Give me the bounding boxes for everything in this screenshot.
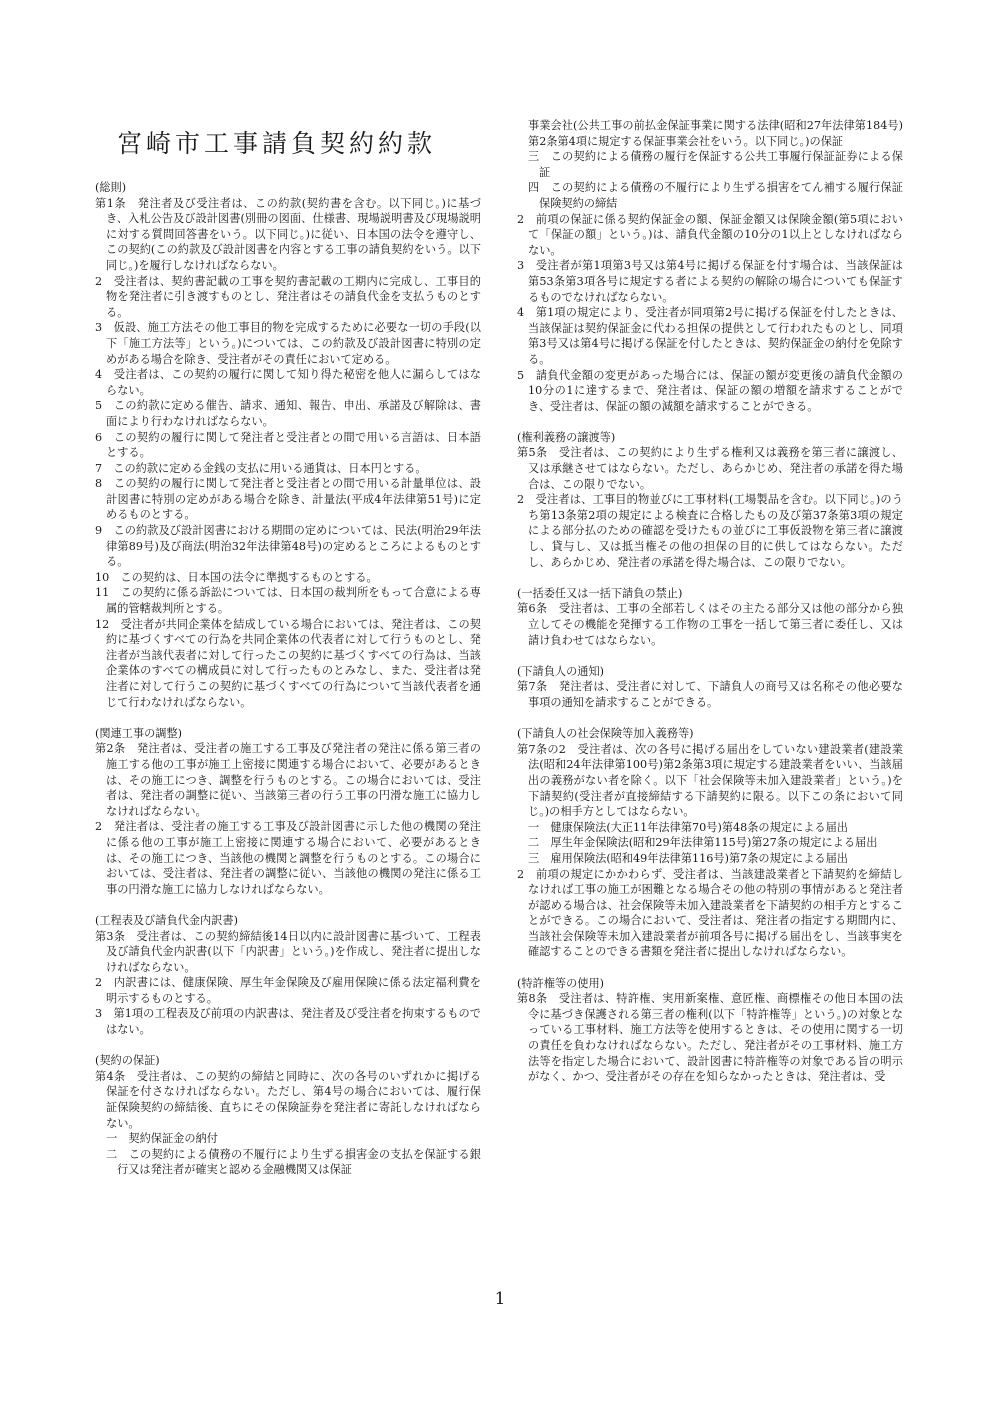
right-column-content xyxy=(517,118,903,1085)
left-column-content xyxy=(95,180,481,1178)
list-item: 一 契約保証金の納付 xyxy=(106,1132,218,1146)
clause-paragraph: 7 この約款に定める金銭の支払に用いる通貨は、日本円とする。 xyxy=(95,461,427,475)
section-gap xyxy=(517,960,903,976)
clause-paragraph: 2 内訳書には、健康保険、厚生年金保険及び雇用保険に係る法定福利費を明示するものとする。 xyxy=(95,976,481,1005)
list-item: 二 厚生年金保険法(昭和29年法律第115号)第27条の規定による届出 xyxy=(528,836,878,850)
list-item: 二 この契約による債務の不履行により生ずる損害金の支払を保証する銀行又は発注者が確実と認める金融機関又は保証 xyxy=(106,1147,481,1177)
clause-paragraph: 2 受注者は、工事目的物並びに工事材料(工場製品を含む。以下同じ。)のうち第13条第2項の規定による検査に合格したもの及び第37条第3項の規定による部分払のための確認を受けたもの並びに工事仮設物を第三者に譲渡し、貸与し、又は抵当権その他の担保の目的に供してはならない。ただし、あらかじめ、発注者の承諾を得た場合は、この限りでない。 xyxy=(517,493,903,569)
clause-paragraph: 第2条 発注者は、受注者の施工する工事及び発注者の発注に係る第三者の施工する他の工事が施工上密接に関連する場合において、必要があるときは、その施工につき、調整を行うものとする。この場合においては、受注者は、発注者の調整に従い、当該第三者の行う工事の円滑な施工に協力しなければならない。 xyxy=(95,742,481,818)
clause-paragraph: 第1条 発注者及び受注者は、この約款(契約書を含む。以下同じ。)に基づき、入札公告及び設計図書(別冊の図面、仕様書、現場説明書及び現場説明に対する質問回答書をいう。以下同じ。)に従い、日本国の法令を遵守し、この契約(この約款及び設計図書を内容とする工事の請負契約をいう。以下同じ。)を履行しなければならない。 xyxy=(95,196,481,272)
clause-paragraph: 2 発注者は、受注者の施工する工事及び設計図書に示した他の機関の発注に係る他の工事が施工上密接に関連する場合において、必要があるときは、その施工につき、当該他の機関と調整を行うものとする。この場合においては、受注者は、発注者の調整に従い、当該他の機関の発注に係る工事の円滑な施工に協力しなければならない。 xyxy=(95,820,481,896)
list-item: 三 この契約による債務の履行を保証する公共工事履行保証証券による保証 xyxy=(528,150,903,179)
clause-paragraph: 3 受注者が第1項第3号又は第4号に掲げる保証を付す場合は、当該保証は第53条第3項各号に規定する者による契約の解除の場合についても保証するものでなければならない。 xyxy=(517,259,903,304)
right-column xyxy=(517,118,903,1085)
clause-paragraph: 2 前項の規定にかかわらず、受注者は、当該建設業者と下請契約を締結しなければ工事の施工が困難となる場合その他の特別の事情があると発注者が認める場合は、社会保険等未加入建設業者を下請契約の相手方とすることができる。この場合において、受注者は、発注者の指定する期間内に、当該社会保険等未加入建設業者が前項各号に掲げる届出をし、当該事実を確認することのできる書類を発注者に提出しなければならない。 xyxy=(517,867,903,959)
section-gap xyxy=(517,414,903,430)
clause-paragraph: 4 第1項の規定により、受注者が同項第2号に掲げる保証を付したときは、当該保証は契約保証金に代わる担保の提供として行われたものとし、同項第3号又は第4号に掲げる保証を付したときは、契約保証金の納付を免除する。 xyxy=(517,306,903,366)
clause-paragraph: 第5条 受注者は、この契約により生ずる権利又は義務を第三者に譲渡し、又は承継させてはならない。ただし、あらかじめ、発注者の承諾を得た場合は、この限りでない。 xyxy=(517,446,903,491)
clause-paragraph: 5 請負代金額の変更があった場合には、保証の額が変更後の請負代金額の10分の1に達するまで、発注者は、保証の額の増額を請求することができ、受注者は、保証の額の減額を請求することができる。 xyxy=(517,368,903,413)
section-heading: (下請負人の社会保険等加入義務等) xyxy=(517,727,694,741)
section-gap xyxy=(517,711,903,727)
section-heading: (一括委任又は一括下請負の禁止) xyxy=(517,586,683,600)
left-column xyxy=(95,118,481,1178)
document-title: 宮崎市工事請負契約約款 xyxy=(117,129,437,158)
section-heading: (特許権等の使用) xyxy=(517,976,605,990)
section-heading: (関連工事の調整) xyxy=(95,726,183,740)
clause-paragraph: 3 仮設、施工方法その他工事目的物を完成するために必要な一切の手段(以下「施工方法等」という。)については、この約款及び設計図書に特別の定めがある場合を除き、受注者がその責任において定める。 xyxy=(95,321,481,366)
clause-paragraph: 5 この約款に定める催告、請求、通知、報告、申出、承諾及び解除は、書面により行わなければならない。 xyxy=(95,399,481,428)
page-number: 1 xyxy=(494,1289,506,1309)
clause-paragraph: 3 第1項の工程表及び前項の内訳書は、発注者及び受注者を拘束するものではない。 xyxy=(95,1007,481,1037)
clause-paragraph: 9 この約款及び設計図書における期間の定めについては、民法(明治29年法律第89号)及び商法(明治32年法律第48号)の定めるところによるものとする。 xyxy=(95,524,481,569)
clause-paragraph: 2 前項の保証に係る契約保証金の額、保証金額又は保険金額(第5項において「保証の額」という。)は、請負代金額の10分の1以上としなければならない。 xyxy=(517,212,903,257)
section-gap xyxy=(95,897,481,913)
list-item: 四 この契約による債務の不履行により生ずる損害をてん補する履行保証保険契約の締結 xyxy=(528,181,903,210)
list-item: 三 雇用保険法(昭和49年法律第116号)第7条の規定による届出 xyxy=(528,851,848,865)
clause-paragraph: 第8条 受注者は、特許権、実用新案権、意匠権、商標権その他日本国の法令に基づき保護される第三者の権利(以下「特許権等」という。)の対象となっている工事材料、施工方法等を使用するときは、その使用に関する一切の責任を負わなければならない。ただし、発注者がその工事材料、施工方法等を指定した場合において、設計図書に特許権等の対象である旨の明示がなく、かつ、受注者がその存在を知らなかったときは、発注者は、受 xyxy=(517,992,903,1084)
clause-paragraph: 第3条 受注者は、この契約締結後14日以内に設計図書に基づいて、工程表及び請負代金内訳書(以下「内訳書」という。)を作成し、発注者に提出しなければならない。 xyxy=(95,929,481,974)
section-gap xyxy=(95,710,481,726)
clause-paragraph: 第6条 受注者は、工事の全部若しくはその主たる部分又は他の部分から独立してその機能を発揮する工作物の工事を一括して第三者に委任し、又は請け負わせてはならない。 xyxy=(517,602,903,647)
clause-paragraph: 4 受注者は、この契約の履行に関して知り得た秘密を他人に漏らしてはならない。 xyxy=(95,368,481,397)
section-gap xyxy=(517,648,903,664)
section-gap xyxy=(517,570,903,586)
continued-paragraph: 事業会社(公共工事の前払金保証事業に関する法律(昭和27年法律第184号)第2条第4項に規定する保証事業会社をいう。以下同じ。)の保証 xyxy=(528,119,903,148)
clause-paragraph: 10 この契約は、日本国の法令に準拠するものとする。 xyxy=(95,570,378,584)
list-item: 一 健康保険法(大正11年法律第70号)第48条の規定による届出 xyxy=(528,820,848,834)
clause-paragraph: 第7条 発注者は、受注者に対して、下請負人の商号又は名称その他必要な事項の通知を請求することができる。 xyxy=(517,680,903,709)
clause-paragraph: 第7条の2 受注者は、次の各号に掲げる届出をしていない建設業者(建設業法(昭和24年法律第100号)第2条第3項に規定する建設業者をいい、当該届出の義務がない者を除く。以下「社会保険等未加入建設業者」という。)を下請契約(受注者が直接締結する下請契約に限る。以下この条において同じ。)の相手方としてはならない。 xyxy=(517,742,903,819)
section-heading: (権利義務の譲渡等) xyxy=(517,430,616,444)
clause-paragraph: 2 受注者は、契約書記載の工事を契約書記載の工期内に完成し、工事目的物を発注者に引き渡すものとし、発注者はその請負代金を支払うものとする。 xyxy=(95,274,481,319)
clause-paragraph: 6 この契約の履行に関して発注者と受注者との間で用いる言語は、日本語とする。 xyxy=(95,430,481,460)
clause-paragraph: 12 受注者が共同企業体を結成している場合においては、発注者は、この契約に基づくすべての行為を共同企業体の代表者に対して行うものとし、発注者が当該代表者に対して行ったこの契約に基づくすべての行為は、当該企業体のすべての構成員に対して行ったものとみなし、また、受注者は発注者に対して行うこの契約に基づくすべての行為について当該代表者を通じて行わなければならない。 xyxy=(95,617,481,709)
section-gap xyxy=(95,1038,481,1054)
section-heading: (下請負人の通知) xyxy=(517,664,605,678)
clause-paragraph: 第4条 受注者は、この契約の締結と同時に、次の各号のいずれかに掲げる保証を付さなければならない。ただし、第4号の場合においては、履行保証保険契約の締結後、直ちにその保険証券を発注者に寄託しなければならない。 xyxy=(95,1069,481,1130)
section-heading: (工程表及び請負代金内訳書) xyxy=(95,913,238,927)
clause-paragraph: 11 この契約に係る訴訟については、日本国の裁判所をもって合意による専属的管轄裁判所とする。 xyxy=(95,586,481,616)
section-heading: (総則) xyxy=(95,181,127,194)
clause-paragraph: 8 この契約の履行に関して発注者と受注者との間で用いる計量単位は、設計図書に特別の定めがある場合を除き、計量法(平成4年法律第51号)に定めるものとする。 xyxy=(95,477,481,522)
section-heading: (契約の保証) xyxy=(95,1054,160,1068)
